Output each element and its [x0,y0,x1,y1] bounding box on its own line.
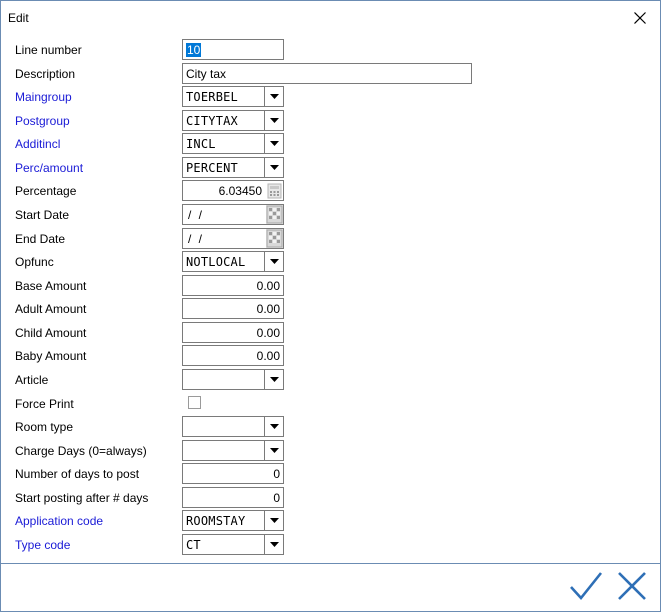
maingroup-value: TOERBEL [186,90,238,104]
opfunc-value: NOTLOCAL [186,255,246,269]
row-child-amount [1,321,660,343]
days-to-post-value: 0 [273,467,280,481]
postgroup-select[interactable] [182,110,284,131]
baby-amount-input[interactable] [182,345,284,366]
chevron-down-icon [270,259,279,264]
type-code-label[interactable]: Type code [15,538,71,552]
type-code-dropdown-button[interactable] [264,535,283,554]
row-maingroup [1,85,660,107]
close-icon [634,12,646,24]
room-type-dropdown-button[interactable] [264,417,283,436]
type-code-value: CT [186,538,201,552]
opfunc-select[interactable] [182,251,284,272]
charge-days-dropdown-button[interactable] [264,441,283,460]
days-to-post-label: Number of days to post [15,467,140,481]
chevron-down-icon [270,141,279,146]
row-application-code [1,509,660,531]
application-code-select[interactable] [182,510,284,531]
start-date-value: / / [188,208,205,222]
adult-amount-label: Adult Amount [15,302,87,316]
chevron-down-icon [270,165,279,170]
footer-divider [1,563,660,564]
row-start-posting-after [1,486,660,508]
percentage-label: Percentage [15,184,77,198]
charge-days-select[interactable] [182,440,284,461]
article-label: Article [15,373,49,387]
end-date-label: End Date [15,232,66,246]
checkmark-icon [567,567,605,605]
row-line-number [1,38,660,60]
calendar-icon [266,229,283,248]
charge-days-label: Charge Days (0=always) [15,444,147,458]
end-date-input[interactable] [182,228,284,249]
postgroup-value: CITYTAX [186,114,238,128]
chevron-down-icon [270,118,279,123]
opfunc-label: Opfunc [15,255,54,269]
row-base-amount [1,274,660,296]
description-label: Description [15,67,76,81]
window-title: Edit [8,11,29,25]
row-end-date [1,227,660,249]
chevron-down-icon [270,424,279,429]
end-date-value: / / [188,232,205,246]
ok-button[interactable] [567,567,605,605]
line-number-value: 10 [187,43,201,57]
opfunc-dropdown-button[interactable] [264,252,283,271]
article-select[interactable] [182,369,284,390]
article-dropdown-button[interactable] [264,370,283,389]
type-code-select[interactable] [182,534,284,555]
row-perc-amount [1,156,660,178]
row-postgroup [1,109,660,131]
start-date-calendar-button[interactable] [266,205,283,224]
child-amount-input[interactable] [182,322,284,343]
perc-amount-dropdown-button[interactable] [264,158,283,177]
start-date-label: Start Date [15,208,70,222]
row-force-print [1,392,660,414]
row-additincl [1,132,660,154]
base-amount-input[interactable] [182,275,284,296]
row-percentage [1,179,660,201]
additincl-label[interactable]: Additincl [15,137,61,151]
chevron-down-icon [270,448,279,453]
line-number-label: Line number [15,43,82,57]
chevron-down-icon [270,377,279,382]
row-description [1,62,660,84]
adult-amount-input[interactable] [182,298,284,319]
chevron-down-icon [270,518,279,523]
force-print-label: Force Print [15,397,74,411]
maingroup-label[interactable]: Maingroup [15,90,72,104]
start-posting-after-value: 0 [273,491,280,505]
maingroup-select[interactable] [182,86,284,107]
chevron-down-icon [270,542,279,547]
child-amount-value: 0.00 [256,326,280,340]
row-days-to-post [1,462,660,484]
line-number-input[interactable] [182,39,284,60]
row-charge-days [1,439,660,461]
percentage-value: 6.03450 [218,184,262,198]
additincl-value: INCL [186,137,216,151]
row-opfunc [1,250,660,272]
calendar-icon [266,205,283,224]
title-bar [1,1,660,35]
perc-amount-select[interactable] [182,157,284,178]
start-posting-after-input[interactable] [182,487,284,508]
description-value: City tax [186,67,227,81]
start-date-input[interactable] [182,204,284,225]
calculator-icon [266,181,283,200]
application-code-dropdown-button[interactable] [264,511,283,530]
room-type-select[interactable] [182,416,284,437]
cancel-button[interactable] [613,567,651,605]
days-to-post-input[interactable] [182,463,284,484]
postgroup-label[interactable]: Postgroup [15,114,70,128]
additincl-dropdown-button[interactable] [264,134,283,153]
additincl-select[interactable] [182,133,284,154]
row-article [1,368,660,390]
postgroup-dropdown-button[interactable] [264,111,283,130]
row-start-date [1,203,660,225]
perc-amount-value: PERCENT [186,161,238,175]
start-posting-after-label: Start posting after # days [15,491,149,505]
application-code-label[interactable]: Application code [15,514,104,528]
baby-amount-label: Baby Amount [15,349,87,363]
percentage-input[interactable] [182,180,284,201]
row-adult-amount [1,297,660,319]
row-room-type [1,415,660,437]
row-baby-amount [1,344,660,366]
cancel-x-icon [613,567,651,605]
force-print-checkbox[interactable] [188,396,201,409]
description-input[interactable] [182,63,472,84]
perc-amount-label[interactable]: Perc/amount [15,161,84,175]
baby-amount-value: 0.00 [256,349,280,363]
application-code-value: ROOMSTAY [186,514,246,528]
end-date-calendar-button[interactable] [266,229,283,248]
maingroup-dropdown-button[interactable] [264,87,283,106]
base-amount-label: Base Amount [15,279,87,293]
base-amount-value: 0.00 [256,279,280,293]
close-button[interactable] [626,5,654,31]
adult-amount-value: 0.00 [256,302,280,316]
chevron-down-icon [270,94,279,99]
calculator-button[interactable] [266,181,283,200]
row-type-code [1,533,660,555]
child-amount-label: Child Amount [15,326,87,340]
room-type-label: Room type [15,420,74,434]
